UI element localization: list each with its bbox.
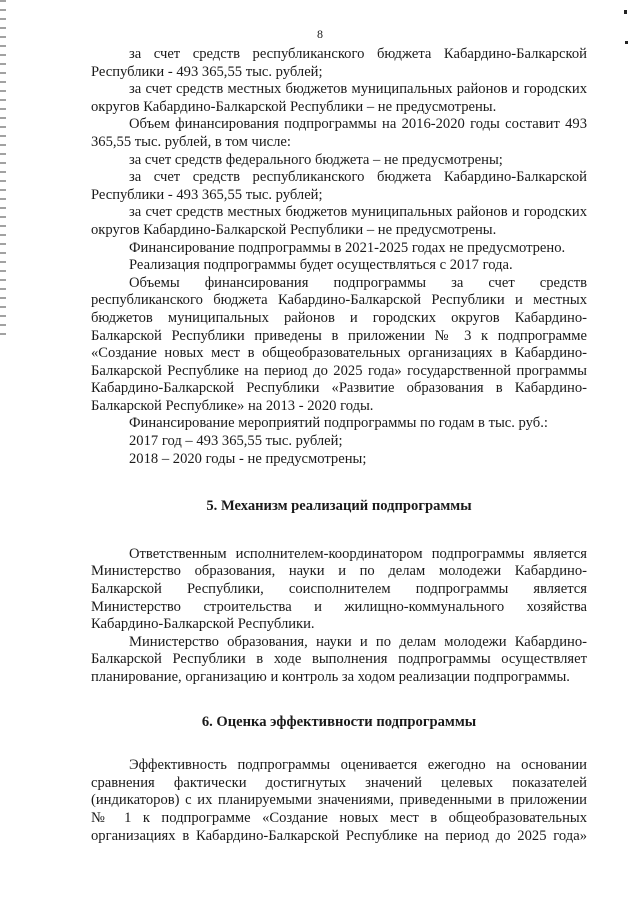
paragraph: за счет средств республиканского бюджета Кабардино-Балкарской Республики - 493 365,55 тыс. рублей; xyxy=(91,46,587,80)
paragraph: Эффективность подпрограммы оценивается ежегодно на основании сравнения фактически достигнутых значений целевых показателей (индикаторов) с их планируемыми значениями, приведенными в приложении № 1 к подпрограмме «Создание новых мест в общеобразовательных организациях в Кабардино-Балкарской Республике на период до 2025 года» xyxy=(91,757,587,844)
paragraph: Финансирование мероприятий подпрограммы по годам в тыс. руб.: xyxy=(129,415,548,432)
paragraph: Финансирование подпрограммы в 2021-2025 годах не предусмотрено. xyxy=(129,239,566,256)
scan-mark xyxy=(624,10,627,14)
body-text xyxy=(91,46,587,845)
paragraph: Реализация подпрограммы будет осуществляться с 2017 года. xyxy=(129,257,513,274)
paragraph: 2017 год – 493 365,55 тыс. рублей; xyxy=(129,433,343,450)
paragraph: за счет средств местных бюджетов муниципальных районов и городских округов Кабардино-Балкарской Республики – не предусмотрены. xyxy=(91,81,587,115)
paragraph: за счет средств местных бюджетов муниципальных районов и городских округов Кабардино-Балкарской Республики – не предусмотрены. xyxy=(91,204,587,238)
page-number: 8 xyxy=(317,27,323,41)
paragraph: за счет средств республиканского бюджета Кабардино-Балкарской Республики - 493 365,55 тыс. рублей; xyxy=(91,169,587,203)
section-heading: 6. Оценка эффективности подпрограммы xyxy=(201,713,477,730)
paragraph: Объемы финансирования подпрограммы за счет средств республиканского бюджета Кабардино-Балкарской Республики и местных бюджетов муниципальных районов и городских округов Кабардино-Балкарской Республики приведены в приложении № 3 к подпрограмме «Создание новых мест в общеобразовательных организациях в Кабардино-Балкарской Республике на период до 2025 года» государственной программы Кабардино-Балкарской Республики «Развитие образования в Кабардино-Балкарской Республике» на 2013 - 2020 годы. xyxy=(91,274,587,414)
paragraph: Министерство образования, науки и по делам молодежи Кабардино-Балкарской Республики в ходе выполнения подпрограммы осуществляет планирование, организацию и контроль за ходом реализации подпрограммы. xyxy=(91,633,587,685)
paragraph: за счет средств федерального бюджета – не предусмотрены; xyxy=(129,151,503,168)
paragraph: 2018 – 2020 годы - не предусмотрены; xyxy=(129,450,367,467)
paragraph: Объем финансирования подпрограммы на 2016-2020 годы составит 493 365,55 тыс. рублей, в том числе: xyxy=(91,116,587,150)
paragraph: Ответственным исполнителем-координатором подпрограммы является Министерство образования, науки и по делам молодежи Кабардино-Балкарской Республики, соисполнителем подпрограммы является Министерство строительства и жилищно-коммунального хозяйства Кабардино-Балкарской Республики. xyxy=(91,545,587,633)
section-heading: 5. Механизм реализаций подпрограммы xyxy=(206,498,472,515)
scan-edge-artifact xyxy=(0,0,6,340)
